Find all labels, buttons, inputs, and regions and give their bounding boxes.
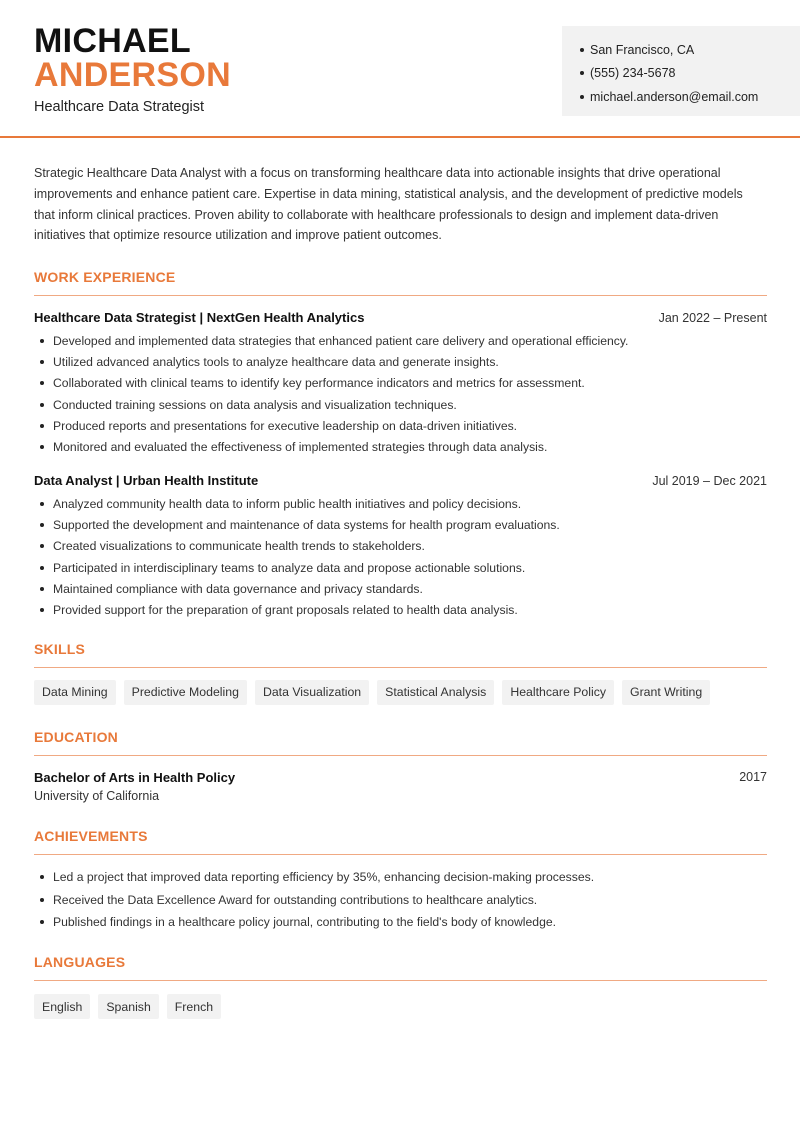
- bullet-text: Published findings in a healthcare policy journal, contributing to the field's body of knowledge.: [53, 915, 557, 929]
- bullet-icon: [580, 48, 584, 52]
- bullet-text: Conducted training sessions on data analysis and visualization techniques.: [53, 397, 457, 412]
- list-item: [34, 514, 767, 535]
- bullet-icon: [40, 544, 44, 548]
- contact-email: [580, 85, 800, 109]
- job-title: Healthcare Data Strategist | NextGen Health Analytics: [34, 310, 365, 326]
- job-entry: [34, 473, 767, 621]
- list-item: [34, 866, 767, 889]
- job-header: [34, 310, 767, 325]
- list-item: [34, 557, 767, 578]
- summary-paragraph: Strategic Healthcare Data Analyst with a focus on transforming healthcare data into actionable insights that drive operational improvements and enhance patient care. Expertise in data mining, statistical analysis, and the development of predictive models that inform clinical practices. Proven ability to collaborate with healthcare professionals to design and implement data-driven initiatives that optimize resource utilization and improve patient outcomes.: [34, 166, 743, 243]
- bullet-icon: [40, 403, 44, 407]
- list-item: [34, 493, 767, 514]
- email-text: michael.anderson@email.com: [590, 89, 759, 104]
- section-heading-work: WORK EXPERIENCE: [34, 269, 767, 296]
- bullet-text: Provided support for the preparation of grant proposals related to health data analysis.: [53, 603, 518, 618]
- skill-tag: Predictive Modeling: [124, 680, 247, 705]
- bullet-icon: [40, 523, 44, 527]
- bullet-text: Maintained compliance with data governance and privacy standards.: [53, 581, 423, 596]
- achievements-list: [34, 866, 767, 934]
- location-text: San Francisco, CA: [590, 42, 695, 57]
- languages-list: [34, 994, 767, 1019]
- section-heading-education: EDUCATION: [34, 729, 767, 756]
- bullet-text: Created visualizations to communicate health trends to stakeholders.: [53, 539, 425, 554]
- bullet-icon: [580, 95, 584, 99]
- skill-tag: Data Mining: [34, 680, 116, 705]
- education-header: [34, 770, 767, 785]
- bullet-icon: [40, 424, 44, 428]
- first-name: MICHAEL: [34, 22, 191, 60]
- contact-box: [562, 26, 800, 116]
- bullet-text: Received the Data Excellence Award for outstanding contributions to healthcare analytics.: [53, 892, 538, 907]
- bullet-icon: [40, 875, 44, 879]
- contact-location: [580, 38, 800, 62]
- job-title-headline: Healthcare Data Strategist: [34, 99, 205, 115]
- list-item: [34, 330, 767, 351]
- bullet-text: Developed and implemented data strategies that enhanced patient care delivery and operational efficiency.: [53, 333, 629, 348]
- list-item: [34, 351, 767, 372]
- school-name: University of California: [34, 788, 160, 803]
- job-title: Data Analyst | Urban Health Institute: [34, 472, 259, 488]
- bullet-icon: [40, 608, 44, 612]
- bullet-icon: [40, 502, 44, 506]
- list-item: [34, 373, 767, 394]
- language-tag: Spanish: [98, 994, 158, 1019]
- bullet-text: Monitored and evaluated the effectiveness of implemented strategies through data analysis.: [53, 440, 548, 455]
- contact-phone: [580, 62, 800, 86]
- skill-tag: Data Visualization: [255, 680, 369, 705]
- list-item: [34, 911, 767, 934]
- bullet-text: Utilized advanced analytics tools to analyze healthcare data and generate insights.: [53, 355, 499, 370]
- bullet-icon: [40, 339, 44, 343]
- bullet-icon: [40, 898, 44, 902]
- education-entry: [34, 770, 767, 803]
- job-header: [34, 473, 767, 488]
- skill-tag: Grant Writing: [622, 680, 710, 705]
- bullet-text: Led a project that improved data reporting efficiency by 35%, enhancing decision-making processes.: [53, 870, 595, 884]
- bullet-icon: [40, 587, 44, 591]
- job-bullets: [34, 330, 767, 458]
- skill-tag: Healthcare Policy: [502, 680, 614, 705]
- section-heading-skills: SKILLS: [34, 641, 767, 668]
- bullet-icon: [580, 71, 584, 75]
- skills-list: [34, 680, 767, 705]
- bullet-icon: [40, 381, 44, 385]
- job-dates: Jan 2022 – Present: [658, 311, 767, 326]
- bullet-text: Supported the development and maintenance of data systems for health program evaluations.: [53, 517, 560, 532]
- list-item: [34, 536, 767, 557]
- resume-body: [34, 163, 767, 1019]
- language-tag: French: [167, 994, 221, 1019]
- bullet-text: Analyzed community health data to inform public health initiatives and policy decisions.: [53, 496, 522, 511]
- list-item: [34, 415, 767, 436]
- section-heading-achievements: ACHIEVEMENTS: [34, 828, 767, 855]
- bullet-text: Collaborated with clinical teams to identify key performance indicators and metrics for assessment.: [53, 376, 585, 391]
- list-item: [34, 888, 767, 911]
- bullet-icon: [40, 566, 44, 570]
- list-item: [34, 437, 767, 458]
- resume-header: [0, 0, 800, 138]
- job-entry: [34, 310, 767, 458]
- bullet-icon: [40, 360, 44, 364]
- job-bullets: [34, 493, 767, 621]
- bullet-icon: [40, 445, 44, 449]
- skill-tag: Statistical Analysis: [377, 680, 494, 705]
- phone-text: (555) 234-5678: [590, 66, 676, 81]
- graduation-year: 2017: [739, 769, 767, 784]
- degree: Bachelor of Arts in Health Policy: [34, 769, 236, 785]
- list-item: [34, 394, 767, 415]
- list-item: [34, 599, 767, 620]
- bullet-text: Participated in interdisciplinary teams to analyze data and propose actionable solutions.: [53, 560, 526, 575]
- job-dates: Jul 2019 – Dec 2021: [652, 473, 767, 488]
- language-tag: English: [34, 994, 90, 1019]
- last-name: ANDERSON: [34, 56, 231, 94]
- list-item: [34, 578, 767, 599]
- bullet-text: Produced reports and presentations for executive leadership on data-driven initiatives.: [53, 419, 518, 434]
- bullet-icon: [40, 920, 44, 924]
- section-heading-languages: LANGUAGES: [34, 954, 767, 981]
